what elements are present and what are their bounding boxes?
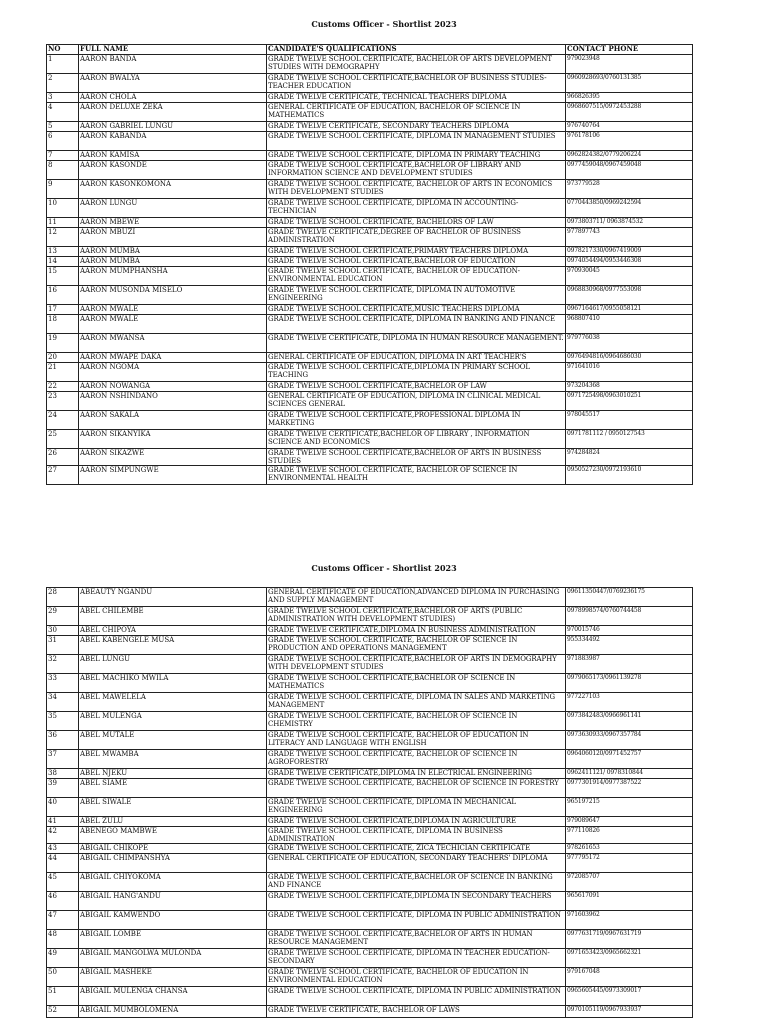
- table-row: [47, 987, 693, 1006]
- cell-contact-phone: 970015746: [566, 626, 693, 636]
- table-header-row: [47, 45, 693, 55]
- cell-qualifications: GRADE TWELVE SCHOOL CERTIFICATE, BACHELOR OF SCIENCE IN CHEMISTRY: [267, 712, 566, 731]
- cell-full-name: ABEL CHIPOYA: [79, 626, 267, 636]
- cell-contact-phone: 971641016: [566, 363, 693, 382]
- cell-no: 31: [47, 636, 79, 655]
- cell-contact-phone: 968807410: [566, 315, 693, 334]
- cell-full-name: ABEL NJEKU: [79, 769, 267, 779]
- cell-no: 36: [47, 731, 79, 750]
- cell-contact-phone: 0973842483/0966961141: [566, 712, 693, 731]
- cell-no: 32: [47, 655, 79, 674]
- cell-no: 21: [47, 363, 79, 382]
- table-row: [47, 449, 693, 466]
- cell-qualifications: GENERAL CERTIFICATE OF EDUCATION, BACHELOR OF SCIENCE IN MATHEMATICS: [267, 103, 566, 122]
- cell-no: 24: [47, 411, 79, 430]
- cell-qualifications: GRADE TWELVE SCHOOL CERTIFICATE,BACHELOR OF ARTS IN DEMOGRAPHY WITH DEVELOPMENT STUDIES: [267, 655, 566, 674]
- cell-qualifications: GENERAL CERTIFICATE OF EDUCATION, DIPLOMA IN ART TEACHER'S: [267, 353, 566, 363]
- cell-contact-phone: 0970105119/0967933937: [566, 1006, 693, 1018]
- cell-full-name: AARON SIMPUNGWE: [79, 466, 267, 485]
- cell-qualifications: GRADE TWELVE SCHOOL CERTIFICATE, DIPLOMA IN PUBLIC ADMINISTRATION: [267, 911, 566, 930]
- cell-no: 28: [47, 588, 79, 607]
- cell-no: 8: [47, 161, 79, 180]
- cell-full-name: ABIGAIL LOMBE: [79, 930, 267, 949]
- cell-no: 20: [47, 353, 79, 363]
- cell-qualifications: GRADE TWELVE CERTIFICATE, DIPLOMA IN HUMAN RESOURCE MANAGEMENT.: [267, 334, 566, 353]
- cell-full-name: AARON KABANDA: [79, 132, 267, 151]
- table-row: [47, 674, 693, 693]
- table-row: [47, 1006, 693, 1018]
- header-contact-phone: CONTACT PHONE: [566, 45, 693, 55]
- cell-qualifications: GRADE TWELVE CERTIFICATE, TECHNICAL TEACHERS DIPLOMA: [267, 93, 566, 103]
- cell-qualifications: GRADE TWELVE SCHOOL CERTIFICATE, DIPLOMA IN BUSINESS ADMINISTRATION: [267, 827, 566, 844]
- table-row: [47, 103, 693, 122]
- cell-full-name: AARON NGOMA: [79, 363, 267, 382]
- cell-contact-phone: 977110826: [566, 827, 693, 844]
- cell-qualifications: GRADE TWELVE SCHOOL CERTIFICATE,BACHELOR OF EDUCATION: [267, 257, 566, 267]
- cell-no: 50: [47, 968, 79, 987]
- cell-contact-phone: 0976494816/0964686030: [566, 353, 693, 363]
- table-row: [47, 750, 693, 769]
- table-row: [47, 854, 693, 873]
- table-row: [47, 693, 693, 712]
- cell-full-name: AARON SIKAZWE: [79, 449, 267, 466]
- cell-no: 22: [47, 382, 79, 392]
- cell-contact-phone: 0977301914/0977387522: [566, 779, 693, 798]
- table-row: [47, 228, 693, 247]
- cell-full-name: AARON MUMPHANSHA: [79, 267, 267, 286]
- table-row: [47, 161, 693, 180]
- cell-qualifications: GRADE TWELVE CERTIFICATE,DIPLOMA IN BUSINESS ADMINISTRATION: [267, 626, 566, 636]
- table-row: [47, 930, 693, 949]
- header-qualifications: CANDIDATE'S QUALIFICATIONS: [267, 45, 566, 55]
- table-row: [47, 607, 693, 626]
- table-row: [47, 731, 693, 750]
- cell-no: 51: [47, 987, 79, 1006]
- cell-full-name: ABEL MUTALE: [79, 731, 267, 750]
- cell-no: 16: [47, 286, 79, 305]
- cell-qualifications: GRADE TWELVE CERTIFICATE,DIPLOMA IN ELECTRICAL ENGINEERING: [267, 769, 566, 779]
- cell-contact-phone: 979776038: [566, 334, 693, 353]
- cell-contact-phone: 973204368: [566, 382, 693, 392]
- cell-contact-phone: 0977631719/0967631719: [566, 930, 693, 949]
- table-row: [47, 712, 693, 731]
- cell-contact-phone: 978045517: [566, 411, 693, 430]
- cell-contact-phone: 0960928693/0760131385: [566, 74, 693, 93]
- cell-full-name: ABIGAIL HANG'ANDU: [79, 892, 267, 911]
- cell-full-name: AARON NSHINDANO: [79, 392, 267, 411]
- cell-no: 35: [47, 712, 79, 731]
- cell-qualifications: GRADE TWELVE SCHOOL CERTIFICATE, BACHELOR OF SCIENCE IN PRODUCTION AND OPERATIONS MANAGEMENT: [267, 636, 566, 655]
- cell-contact-phone: 0967164617/0955058121: [566, 305, 693, 315]
- page1-title: Customs Officer - Shortlist 2023: [311, 19, 457, 29]
- cell-no: 30: [47, 626, 79, 636]
- cell-contact-phone: 977897743: [566, 228, 693, 247]
- cell-qualifications: GRADE TWELVE SCHOOL CERTIFICATE, ZICA TECHICIAN CERTIFICATE: [267, 844, 566, 854]
- table-row: [47, 655, 693, 674]
- cell-qualifications: GRADE TWELVE SCHOOL CERTIFICATE,PRIMARY TEACHERS DIPLOMA: [267, 247, 566, 257]
- cell-full-name: ABEL LUNGU: [79, 655, 267, 674]
- cell-qualifications: GRADE TWELVE SCHOOL CERTIFICATE,BACHELOR OF SCIENCE IN MATHEMATICS: [267, 674, 566, 693]
- table-row: [47, 247, 693, 257]
- table-row: [47, 132, 693, 151]
- table-row: [47, 392, 693, 411]
- cell-contact-phone: 955334492: [566, 636, 693, 655]
- cell-contact-phone: 0964060120/0971452757: [566, 750, 693, 769]
- table-row: [47, 334, 693, 353]
- cell-full-name: ABEL KABENGELE MUSA: [79, 636, 267, 655]
- cell-qualifications: GRADE TWELVE SCHOOL CERTIFICATE, DIPLOMA IN AUTOMOTIVE ENGINEERING: [267, 286, 566, 305]
- cell-qualifications: GRADE TWELVE SCHOOL CERTIFICATE,PROFESSIONAL DIPLOMA IN MARKETING: [267, 411, 566, 430]
- cell-qualifications: GRADE TWELVE SCHOOL CERTIFICATE,BACHELOR OF LIBRARY AND INFORMATION SCIENCE AND DEVELOPMENT STUDIES: [267, 161, 566, 180]
- cell-full-name: AARON BANDA: [79, 55, 267, 74]
- cell-full-name: ABIGAIL KAMWENDO: [79, 911, 267, 930]
- cell-qualifications: GRADE TWELVE SCHOOL CERTIFICATE, DIPLOMA IN MANAGEMENT STUDIES: [267, 132, 566, 151]
- cell-full-name: ABEL ZULU: [79, 817, 267, 827]
- table-row: [47, 430, 693, 449]
- cell-no: 38: [47, 769, 79, 779]
- cell-no: 41: [47, 817, 79, 827]
- table-row: [47, 315, 693, 334]
- cell-contact-phone: 965617091: [566, 892, 693, 911]
- cell-qualifications: GRADE TWELVE SCHOOL CERTIFICATE,BACHELOR OF LAW: [267, 382, 566, 392]
- cell-contact-phone: 979023948: [566, 55, 693, 74]
- table-row: [47, 305, 693, 315]
- cell-contact-phone: 966826395: [566, 93, 693, 103]
- cell-no: 27: [47, 466, 79, 485]
- cell-no: 37: [47, 750, 79, 769]
- cell-no: 40: [47, 798, 79, 817]
- table-row: [47, 93, 693, 103]
- cell-qualifications: GRADE TWELVE CERTIFICATE, BACHELOR OF LAWS: [267, 1006, 566, 1018]
- cell-full-name: AARON NOWANGA: [79, 382, 267, 392]
- table-row: [47, 892, 693, 911]
- cell-full-name: AARON BWALYA: [79, 74, 267, 93]
- cell-full-name: ABENEGO MAMBWE: [79, 827, 267, 844]
- cell-contact-phone: 976740764: [566, 122, 693, 132]
- cell-full-name: ABEL SIAME: [79, 779, 267, 798]
- table-row: [47, 588, 693, 607]
- table-row: [47, 218, 693, 228]
- table-row: [47, 382, 693, 392]
- cell-contact-phone: 971883987: [566, 655, 693, 674]
- table-row: [47, 55, 693, 74]
- cell-no: 1: [47, 55, 79, 74]
- cell-full-name: ABEL SIWALE: [79, 798, 267, 817]
- cell-full-name: ABEL MWAMBA: [79, 750, 267, 769]
- cell-contact-phone: 971603962: [566, 911, 693, 930]
- cell-qualifications: GRADE TWELVE SCHOOL CERTIFICATE, DIPLOMA IN MECHANICAL ENGINEERING: [267, 798, 566, 817]
- cell-qualifications: GRADE TWELVE SCHOOL CERTIFICATE, BACHELOR OF ARTS DEVELOPMENT STUDIES WITH DEMOGRAPHY: [267, 55, 566, 74]
- cell-full-name: ABEL MULENGA: [79, 712, 267, 731]
- cell-full-name: ABIGAIL CHIKOPE: [79, 844, 267, 854]
- cell-contact-phone: 0971653423/0965662321: [566, 949, 693, 968]
- cell-qualifications: GRADE TWELVE CERTIFICATE,BACHELOR OF LIBRARY , INFORMATION SCIENCE AND ECONOMICS: [267, 430, 566, 449]
- cell-full-name: AARON CHOLA: [79, 93, 267, 103]
- cell-full-name: AARON MBUZI: [79, 228, 267, 247]
- cell-full-name: AARON MUMBA: [79, 257, 267, 267]
- cell-no: 33: [47, 674, 79, 693]
- cell-full-name: ABIGAIL CHIMPANSHYA: [79, 854, 267, 873]
- table-row: [47, 180, 693, 199]
- table-row: [47, 779, 693, 798]
- cell-contact-phone: 0978217330/0967419009: [566, 247, 693, 257]
- cell-no: 9: [47, 180, 79, 199]
- cell-no: 17: [47, 305, 79, 315]
- table-row: [47, 257, 693, 267]
- header-no: NO: [47, 45, 79, 55]
- cell-qualifications: GRADE TWELVE SCHOOL CERTIFICATE,BACHELOR OF SCIENCE IN BANKING AND FINANCE: [267, 873, 566, 892]
- cell-full-name: AARON MWAPE DAKA: [79, 353, 267, 363]
- cell-no: 3: [47, 93, 79, 103]
- table-row: [47, 411, 693, 430]
- cell-no: 23: [47, 392, 79, 411]
- cell-full-name: AARON MWANSA: [79, 334, 267, 353]
- table-row: [47, 267, 693, 286]
- cell-full-name: ABIGAIL MANGOLWA MULONDA: [79, 949, 267, 968]
- cell-qualifications: GRADE TWELVE SCHOOL CERTIFICATE, BACHELORS OF LAW: [267, 218, 566, 228]
- table-row: [47, 363, 693, 382]
- cell-qualifications: GENERAL CERTIFICATE OF EDUCATION, DIPLOMA IN CLINICAL MEDICAL SCIENCES GENERAL: [267, 392, 566, 411]
- page2-title: Customs Officer - Shortlist 2023: [311, 563, 457, 573]
- cell-full-name: ABIGAIL MUMBOLOMENA: [79, 1006, 267, 1018]
- cell-contact-phone: 0974054494/0953446308: [566, 257, 693, 267]
- cell-qualifications: GRADE TWELVE SCHOOL CERTIFICATE, DIPLOMA IN PUBLIC ADMINISTRATION: [267, 987, 566, 1006]
- cell-qualifications: GRADE TWELVE SCHOOL CERTIFICATE,MUSIC TEACHERS DIPLOMA: [267, 305, 566, 315]
- cell-no: 29: [47, 607, 79, 626]
- cell-qualifications: GRADE TWELVE SCHOOL CERTIFICATE,DIPLOMA IN AGRICULTURE: [267, 817, 566, 827]
- cell-contact-phone: 979167048: [566, 968, 693, 987]
- cell-qualifications: GRADE TWELVE SCHOOL CERTIFICATE, DIPLOMA IN PRIMARY TEACHING: [267, 151, 566, 161]
- table-row: [47, 798, 693, 817]
- cell-full-name: AARON GABRIEL LUNGU: [79, 122, 267, 132]
- cell-contact-phone: 09611350447/0769236175: [566, 588, 693, 607]
- cell-no: 42: [47, 827, 79, 844]
- cell-no: 14: [47, 257, 79, 267]
- cell-contact-phone: 970930045: [566, 267, 693, 286]
- cell-contact-phone: 0968607515/0972453288: [566, 103, 693, 122]
- table-row: [47, 353, 693, 363]
- cell-no: 12: [47, 228, 79, 247]
- cell-contact-phone: 0770443850/0969242594: [566, 199, 693, 218]
- cell-contact-phone: 0971781112 / 0950127543: [566, 430, 693, 449]
- cell-full-name: ABIGAIL CHIYOKOMA: [79, 873, 267, 892]
- cell-full-name: ABIGAIL MULENGA CHANSA: [79, 987, 267, 1006]
- cell-no: 6: [47, 132, 79, 151]
- cell-qualifications: GRADE TWELVE SCHOOL CERTIFICATE,BACHELOR OF BUSINESS STUDIES-TEACHER EDUCATION: [267, 74, 566, 93]
- cell-no: 5: [47, 122, 79, 132]
- cell-no: 13: [47, 247, 79, 257]
- cell-full-name: AARON KASONKOMONA: [79, 180, 267, 199]
- cell-full-name: AARON MUSONDA MISELO: [79, 286, 267, 305]
- cell-no: 2: [47, 74, 79, 93]
- cell-full-name: ABIGAIL MASHEKE: [79, 968, 267, 987]
- table-row: [47, 636, 693, 655]
- cell-full-name: ABEL MAWELELA: [79, 693, 267, 712]
- cell-qualifications: GRADE TWELVE SCHOOL CERTIFICATE, BACHELOR OF EDUCATION IN LITERACY AND LANGUAGE WITH ENGLISH: [267, 731, 566, 750]
- cell-no: 10: [47, 199, 79, 218]
- cell-qualifications: GRADE TWELVE SCHOOL CERTIFICATE, BACHELOR OF EDUCATION IN ENVIRONMENTAL EDUCATION: [267, 968, 566, 987]
- cell-full-name: AARON KASONDE: [79, 161, 267, 180]
- cell-contact-phone: 972085707: [566, 873, 693, 892]
- cell-no: 52: [47, 1006, 79, 1018]
- cell-no: 7: [47, 151, 79, 161]
- table-row: [47, 873, 693, 892]
- cell-contact-phone: 0962824382/0779206224: [566, 151, 693, 161]
- cell-no: 48: [47, 930, 79, 949]
- cell-qualifications: GRADE TWELVE SCHOOL CERTIFICATE, DIPLOMA IN ACCOUNTING-TECHNICIAN: [267, 199, 566, 218]
- cell-contact-phone: 0977459048/0967459048: [566, 161, 693, 180]
- cell-qualifications: GRADE TWELVE SCHOOL CERTIFICATE, BACHELOR OF SCIENCE IN ENVIRONMENTAL HEALTH: [267, 466, 566, 485]
- cell-contact-phone: 977795172: [566, 854, 693, 873]
- cell-qualifications: GRADE TWELVE SCHOOL CERTIFICATE,BACHELOR OF ARTS IN HUMAN RESOURCE MANAGEMENT: [267, 930, 566, 949]
- cell-contact-phone: 0978998574/0760744458: [566, 607, 693, 626]
- cell-contact-phone: 977227103: [566, 693, 693, 712]
- cell-full-name: ABEL MACHIKO MWILA: [79, 674, 267, 693]
- cell-no: 18: [47, 315, 79, 334]
- cell-qualifications: GRADE TWELVE SCHOOL CERTIFICATE,BACHELOR OF ARTS (PUBLIC ADMINISTRATION WITH DEVELOPMENT STUDIES): [267, 607, 566, 626]
- cell-full-name: AARON LUNGU: [79, 199, 267, 218]
- table-row: [47, 911, 693, 930]
- table-row: [47, 74, 693, 93]
- table-row: [47, 968, 693, 987]
- cell-qualifications: GRADE TWELVE SCHOOL CERTIFICATE, BACHELOR OF EDUCATION-ENVIRONMENTAL EDUCATION: [267, 267, 566, 286]
- shortlist-table-page2: [46, 587, 693, 1018]
- table-row: [47, 949, 693, 968]
- cell-no: 47: [47, 911, 79, 930]
- cell-contact-phone: 965197215: [566, 798, 693, 817]
- cell-no: 46: [47, 892, 79, 911]
- cell-no: 25: [47, 430, 79, 449]
- cell-no: 43: [47, 844, 79, 854]
- cell-no: 15: [47, 267, 79, 286]
- cell-qualifications: GRADE TWELVE SCHOOL CERTIFICATE, BACHELOR OF SCIENCE IN FORESTRY: [267, 779, 566, 798]
- cell-qualifications: GENERAL CERTIFICATE OF EDUCATION, SECONDARY TEACHERS' DIPLOMA: [267, 854, 566, 873]
- cell-full-name: ABEAUTY NGANDU: [79, 588, 267, 607]
- cell-qualifications: GRADE TWELVE SCHOOL CERTIFICATE,DIPLOMA IN SECONDARY TEACHERS: [267, 892, 566, 911]
- cell-no: 45: [47, 873, 79, 892]
- cell-full-name: AARON MBEWE: [79, 218, 267, 228]
- cell-full-name: AARON SIKANYIKA: [79, 430, 267, 449]
- cell-no: 44: [47, 854, 79, 873]
- table-row: [47, 769, 693, 779]
- table-row: [47, 466, 693, 485]
- cell-full-name: AARON SAKALA: [79, 411, 267, 430]
- table-row: [47, 817, 693, 827]
- cell-contact-phone: 0962411121/ 0978310844: [566, 769, 693, 779]
- cell-qualifications: GRADE TWELVE SCHOOL CERTIFICATE, BACHELOR OF SCIENCE IN AGROFORESTRY: [267, 750, 566, 769]
- cell-qualifications: GRADE TWELVE CERTIFICATE, SECONDARY TEACHERS DIPLOMA: [267, 122, 566, 132]
- cell-contact-phone: 0950527230/0972193610: [566, 466, 693, 485]
- cell-contact-phone: 0973630933/0967357784: [566, 731, 693, 750]
- table-row: [47, 122, 693, 132]
- cell-contact-phone: 979089647: [566, 817, 693, 827]
- cell-no: 11: [47, 218, 79, 228]
- cell-qualifications: GRADE TWELVE SCHOOL CERTIFICATE, DIPLOMA IN BANKING AND FINANCE: [267, 315, 566, 334]
- cell-qualifications: GRADE TWELVE SCHOOL CERTIFICATE, DIPLOMA IN SALES AND MARKETING MANAGEMENT: [267, 693, 566, 712]
- table-row: [47, 626, 693, 636]
- cell-no: 49: [47, 949, 79, 968]
- cell-full-name: ABEL CHILEMBE: [79, 607, 267, 626]
- cell-qualifications: GENERAL CERTIFICATE OF EDUCATION,ADVANCED DIPLOMA IN PURCHASING AND SUPPLY MANAGEMENT: [267, 588, 566, 607]
- table-row: [47, 827, 693, 844]
- cell-contact-phone: 976178106: [566, 132, 693, 151]
- cell-full-name: AARON DELUXE ZEKA: [79, 103, 267, 122]
- table-row: [47, 286, 693, 305]
- cell-no: 34: [47, 693, 79, 712]
- table-row: [47, 844, 693, 854]
- cell-full-name: AARON MWALE: [79, 315, 267, 334]
- cell-qualifications: GRADE TWELVE SCHOOL CERTIFICATE, BACHELOR OF ARTS IN ECONOMICS WITH DEVELOPMENT STUDIES: [267, 180, 566, 199]
- cell-qualifications: GRADE TWELVE CERTIFICATE,DEGREE OF BACHELOR OF BUSINESS ADMINISTRATION: [267, 228, 566, 247]
- cell-no: 4: [47, 103, 79, 122]
- cell-contact-phone: 978261653: [566, 844, 693, 854]
- cell-qualifications: GRADE TWELVE SCHOOL CERTIFICATE, DIPLOMA IN TEACHER EDUCATION-SECONDARY: [267, 949, 566, 968]
- cell-contact-phone: 0968830968/0977553098: [566, 286, 693, 305]
- cell-full-name: AARON MWALE: [79, 305, 267, 315]
- cell-contact-phone: 0979065173/0961139278: [566, 674, 693, 693]
- cell-contact-phone: 0971725498/0963010251: [566, 392, 693, 411]
- cell-contact-phone: 973779528: [566, 180, 693, 199]
- table-row: [47, 151, 693, 161]
- cell-qualifications: GRADE TWELVE SCHOOL CERTIFICATE,BACHELOR OF ARTS IN BUSINESS STUDIES: [267, 449, 566, 466]
- header-full-name: FULL NAME: [79, 45, 267, 55]
- cell-contact-phone: 974284824: [566, 449, 693, 466]
- cell-no: 39: [47, 779, 79, 798]
- cell-full-name: AARON KAMISA: [79, 151, 267, 161]
- cell-qualifications: GRADE TWELVE SCHOOL CERTIFICATE,DIPLOMA IN PRIMARY SCHOOL TEACHING: [267, 363, 566, 382]
- cell-contact-phone: 0965605445/0973309017: [566, 987, 693, 1006]
- shortlist-table-page1: [46, 44, 693, 485]
- cell-contact-phone: 0973803711/ 0963874532: [566, 218, 693, 228]
- cell-no: 19: [47, 334, 79, 353]
- cell-full-name: AARON MUMBA: [79, 247, 267, 257]
- table-row: [47, 199, 693, 218]
- cell-no: 26: [47, 449, 79, 466]
